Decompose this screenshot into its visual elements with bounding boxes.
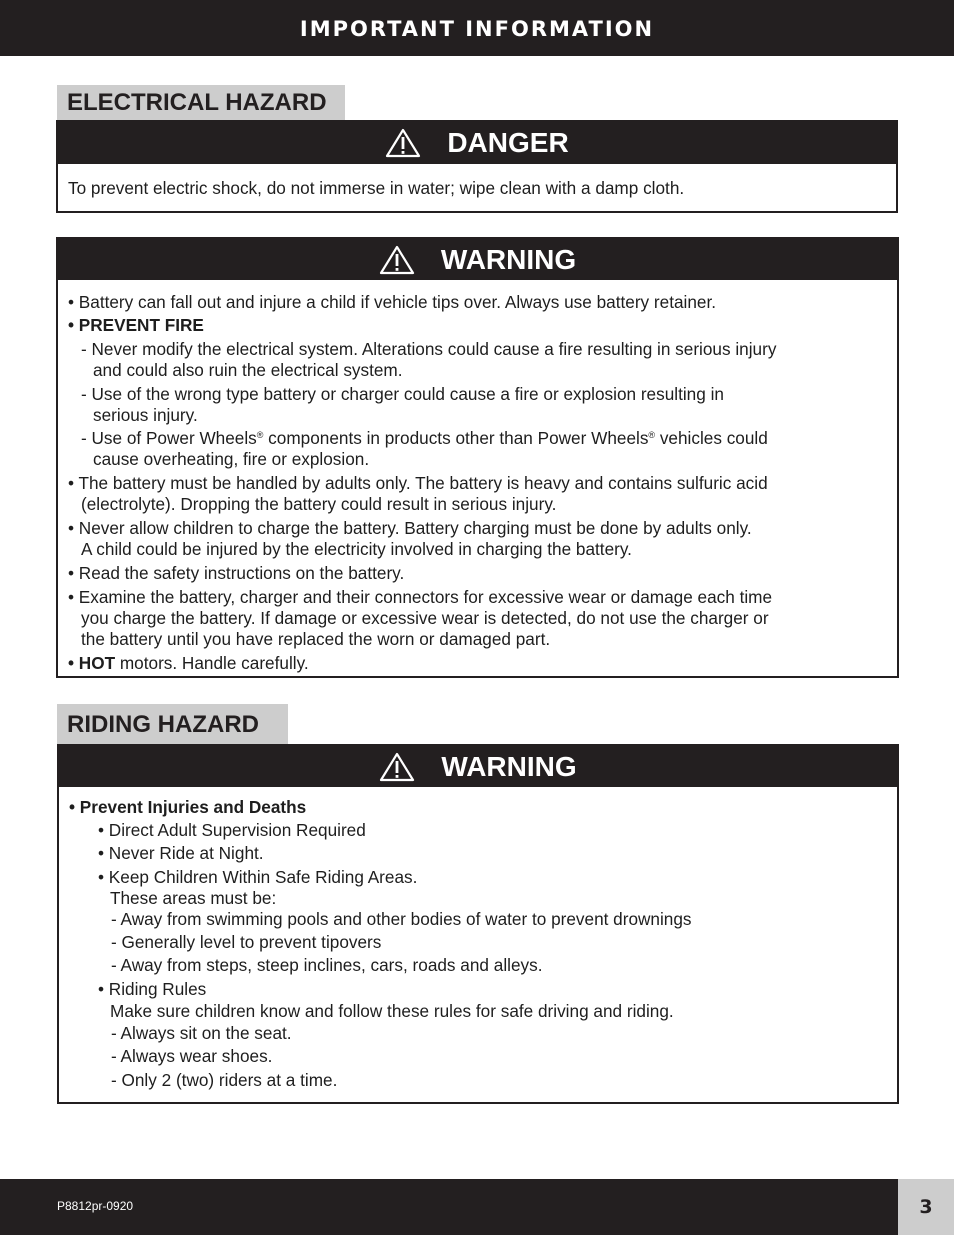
- riding-hazard-label-text: RIDING HAZARD: [67, 711, 259, 738]
- warning-triangle-icon: [385, 128, 421, 158]
- warning-subitem-cont: serious injury.: [93, 404, 198, 425]
- riding-subitem: • Direct Adult Supervision Required: [98, 820, 366, 840]
- electrical-warning-header: [58, 239, 897, 280]
- danger-text: To prevent electric shock, do not immerse in water; wipe clean with a damp cloth.: [68, 178, 685, 198]
- warning-item: • Read the safety instructions on the battery.: [68, 562, 405, 583]
- warning-subitem-cont: and could also ruin the electrical system.: [93, 359, 403, 380]
- riding-subitem: • Keep Children Within Safe Riding Areas.: [98, 867, 418, 887]
- riding-detail: - Away from swimming pools and other bodies of water to prevent drownings: [111, 909, 692, 929]
- document-code: P8812pr-0920: [57, 1199, 134, 1213]
- electrical-hazard-label-text: ELECTRICAL HAZARD: [67, 89, 327, 116]
- warning-item: [68, 653, 887, 674]
- riding-subitem: • Never Ride at Night.: [98, 843, 264, 863]
- riding-detail: - Only 2 (two) riders at a time.: [111, 1070, 338, 1090]
- warning-item: • Never allow children to charge the battery. Battery charging must be done by adults only.: [68, 518, 752, 539]
- riding-detail: - Always sit on the seat.: [111, 1023, 292, 1043]
- riding-hazard-label: [57, 704, 288, 744]
- warning-triangle-icon: [379, 245, 415, 275]
- riding-warning-header: [59, 746, 897, 787]
- warning-subitem: - Never modify the electrical system. Alterations could cause a fire resulting in serious injury: [81, 338, 777, 359]
- warning-subitem-cont: cause overheating, fire or explosion.: [93, 449, 370, 470]
- hot-label: • HOT: [68, 652, 116, 673]
- warning-item: • The battery must be handled by adults only. The battery is heavy and contains sulfuric acid: [68, 473, 768, 494]
- riding-warning-body: [59, 787, 897, 1091]
- warning-triangle-icon: [379, 752, 415, 782]
- danger-heading: DANGER: [447, 127, 569, 158]
- riding-detail: - Generally level to prevent tipovers: [111, 932, 382, 952]
- registered-mark: ®: [648, 430, 656, 441]
- electrical-warning-body: [58, 280, 897, 673]
- warning-item-cont: A child could be injured by the electricity involved in charging the battery.: [81, 538, 632, 559]
- electrical-warning-heading: WARNING: [440, 243, 577, 275]
- page-number: 3: [898, 1179, 954, 1235]
- warning-item-cont: you charge the battery. If damage or excessive wear is detected, do not use the charger or: [81, 607, 769, 628]
- electrical-hazard-label: [57, 85, 345, 120]
- warning-item: • PREVENT FIRE: [68, 314, 204, 335]
- warning-item-cont: (electrolyte). Dropping the battery could result in serious injury.: [81, 494, 557, 515]
- warning-item: • Examine the battery, charger and their connectors for excessive wear or damage each time: [68, 586, 773, 607]
- registered-mark: ®: [256, 430, 264, 441]
- page-header: [0, 0, 954, 56]
- riding-item: • Prevent Injuries and Deaths: [69, 797, 307, 817]
- riding-subitem-cont: These areas must be:: [110, 888, 277, 908]
- danger-body: [58, 164, 896, 199]
- warning-subitem: [68, 428, 887, 449]
- warning-text-part: components in products other than Power Wheels: [263, 428, 649, 449]
- page-footer: [0, 1179, 954, 1235]
- riding-detail: - Always wear shoes.: [111, 1046, 273, 1066]
- danger-header: [58, 122, 896, 164]
- riding-subitem-cont: Make sure children know and follow these rules for safe driving and riding.: [110, 1001, 674, 1021]
- riding-subitem: • Riding Rules: [98, 979, 207, 999]
- riding-detail: - Away from steps, steep inclines, cars, roads and alleys.: [111, 955, 543, 975]
- warning-text-part: motors. Handle carefully.: [115, 652, 309, 673]
- warning-subitem: - Use of the wrong type battery or charger could cause a fire or explosion resulting in: [81, 383, 724, 404]
- riding-warning-heading: WARNING: [441, 750, 577, 782]
- danger-box: [56, 120, 898, 213]
- warning-text-part: vehicles could: [655, 428, 768, 449]
- warning-item: • Battery can fall out and injure a child if vehicle tips over. Always use battery retainer.: [68, 292, 717, 312]
- riding-warning-box: [57, 744, 899, 1104]
- warning-item-cont: the battery until you have replaced the worn or damaged part.: [81, 628, 551, 649]
- warning-text-part: - Use of Power Wheels: [81, 428, 257, 449]
- header-title: IMPORTANT INFORMATION: [299, 17, 655, 41]
- electrical-warning-box: [56, 237, 899, 678]
